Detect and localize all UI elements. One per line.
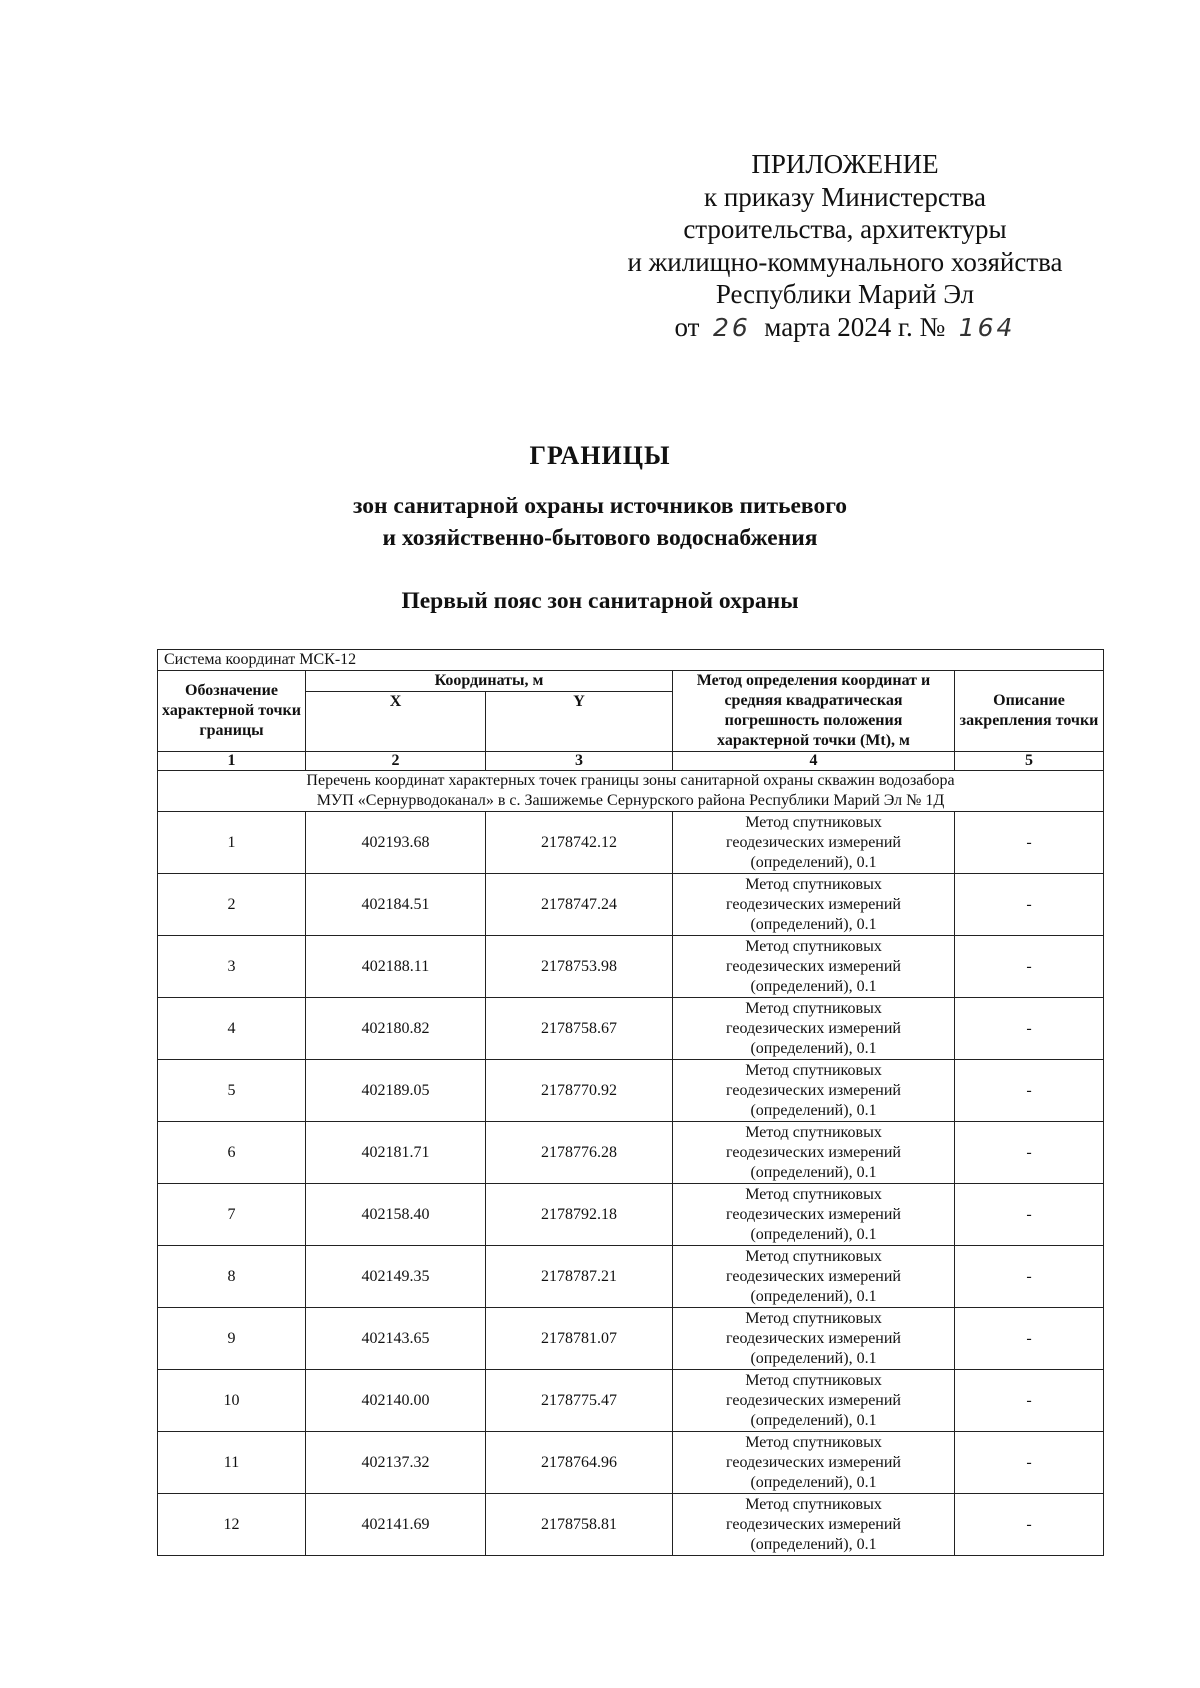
point-number: 7 [158, 1184, 306, 1246]
point-number: 3 [158, 936, 306, 998]
coord-y: 2178787.21 [486, 1246, 673, 1308]
point-description: - [955, 998, 1104, 1060]
method-cell [673, 1432, 955, 1494]
caption-line: Перечень координат характерных точек границы зоны санитарной охраны скважин водозабора [306, 772, 955, 789]
month-year: марта 2024 г. № [764, 311, 946, 342]
point-number: 6 [158, 1122, 306, 1184]
table-row [158, 874, 1104, 936]
coord-y: 2178753.98 [486, 936, 673, 998]
method-line: (определений), 0.1 [750, 853, 877, 871]
coord-x: 402143.65 [306, 1308, 486, 1370]
method-line: геодезических измерений [726, 895, 901, 913]
column-number-row [158, 752, 1104, 771]
coord-x: 402189.05 [306, 1060, 486, 1122]
date-prefix: от [674, 311, 700, 342]
coord-y: 2178764.96 [486, 1432, 673, 1494]
table-row [158, 1060, 1104, 1122]
method-line: (определений), 0.1 [750, 1101, 877, 1119]
method-line: Метод спутниковых [745, 1371, 882, 1389]
point-description: - [955, 1494, 1104, 1556]
method-line: геодезических измерений [726, 1081, 901, 1099]
header-x: X [306, 692, 486, 752]
appendix-block [560, 148, 1130, 344]
table-row [158, 998, 1104, 1060]
point-number: 2 [158, 874, 306, 936]
point-description: - [955, 1370, 1104, 1432]
coord-x: 402158.40 [306, 1184, 486, 1246]
header-method: Метод определения координат и средняя квадратическая погрешность положения характерной точки (Mt), м [673, 671, 955, 752]
method-cell [673, 874, 955, 936]
coord-x: 402140.00 [306, 1370, 486, 1432]
header-row [158, 671, 1104, 692]
method-line: Метод спутниковых [745, 1495, 882, 1513]
table-row [158, 1370, 1104, 1432]
method-line: Метод спутниковых [745, 1061, 882, 1079]
method-cell [673, 1494, 955, 1556]
point-number: 5 [158, 1060, 306, 1122]
appendix-line: строительства, архитектуры [683, 214, 1007, 244]
method-line: (определений), 0.1 [750, 915, 877, 933]
method-line: геодезических измерений [726, 1143, 901, 1161]
method-line: геодезических измерений [726, 1515, 901, 1533]
method-line: геодезических измерений [726, 1019, 901, 1037]
coord-x: 402181.71 [306, 1122, 486, 1184]
coord-y: 2178747.24 [486, 874, 673, 936]
table-row [158, 1246, 1104, 1308]
caption-line: МУП «Сернурводоканал» в с. Зашижемье Сернурского района Республики Марий Эл № 1Д [316, 792, 945, 809]
point-description: - [955, 1246, 1104, 1308]
table-row [158, 1184, 1104, 1246]
coord-y: 2178770.92 [486, 1060, 673, 1122]
point-number: 11 [158, 1432, 306, 1494]
method-line: Метод спутниковых [745, 999, 882, 1017]
subheading-line: и хозяйственно-бытового водоснабжения [382, 525, 818, 551]
appendix-line: к приказу Министерства [703, 181, 987, 212]
point-number: 9 [158, 1308, 306, 1370]
coord-y: 2178792.18 [486, 1184, 673, 1246]
method-cell [673, 1308, 955, 1370]
method-line: геодезических измерений [726, 957, 901, 975]
col-number: 5 [955, 752, 1104, 771]
caption-row [158, 771, 1104, 812]
table-row [158, 936, 1104, 998]
handwritten-number: 164 [958, 312, 1016, 342]
method-line: геодезических измерений [726, 1205, 901, 1223]
point-description: - [955, 1122, 1104, 1184]
coord-x: 402193.68 [306, 812, 486, 874]
col-number: 4 [673, 752, 955, 771]
appendix-title: ПРИЛОЖЕНИЕ [751, 149, 939, 179]
method-line: Метод спутниковых [745, 813, 882, 831]
subheading-line: зон санитарной охраны источников питьевого [352, 493, 848, 519]
point-description: - [955, 874, 1104, 936]
coord-system-row [158, 650, 1104, 671]
coordinates-table [157, 649, 1104, 1556]
handwritten-day: 26 [712, 312, 751, 342]
coord-y: 2178781.07 [486, 1308, 673, 1370]
point-description: - [955, 1060, 1104, 1122]
method-cell [673, 1060, 955, 1122]
point-number: 12 [158, 1494, 306, 1556]
point-description: - [955, 1308, 1104, 1370]
method-line: Метод спутниковых [745, 875, 882, 893]
coord-system: Система координат МСК-12 [158, 650, 1104, 671]
col-number: 1 [158, 752, 306, 771]
point-number: 4 [158, 998, 306, 1060]
method-line: Метод спутниковых [745, 1433, 882, 1451]
document-subheading [0, 490, 1200, 554]
coord-x: 402137.32 [306, 1432, 486, 1494]
document-heading: ГРАНИЦЫ [529, 441, 671, 470]
method-line: геодезических измерений [726, 1453, 901, 1471]
header-y: Y [486, 692, 673, 752]
method-line: (определений), 0.1 [750, 1473, 877, 1491]
table-row [158, 1308, 1104, 1370]
appendix-date-line [560, 311, 1130, 345]
method-cell [673, 1184, 955, 1246]
col-number: 3 [486, 752, 673, 771]
point-description: - [955, 1184, 1104, 1246]
coord-x: 402184.51 [306, 874, 486, 936]
table-row [158, 1494, 1104, 1556]
coord-x: 402180.82 [306, 998, 486, 1060]
method-line: геодезических измерений [726, 1329, 901, 1347]
table-row [158, 1122, 1104, 1184]
method-line: (определений), 0.1 [750, 1225, 877, 1243]
point-description: - [955, 1432, 1104, 1494]
header-desc: Описание закрепления точки [955, 671, 1104, 752]
coord-x: 402188.11 [306, 936, 486, 998]
coord-y: 2178775.47 [486, 1370, 673, 1432]
header-point: Обозначение характерной точки границы [158, 671, 306, 752]
coord-y: 2178742.12 [486, 812, 673, 874]
method-line: (определений), 0.1 [750, 1287, 877, 1305]
table-row [158, 1432, 1104, 1494]
method-cell [673, 1246, 955, 1308]
method-line: (определений), 0.1 [750, 1039, 877, 1057]
method-cell [673, 1122, 955, 1184]
coord-y: 2178776.28 [486, 1122, 673, 1184]
method-line: Метод спутниковых [745, 937, 882, 955]
coord-x: 402141.69 [306, 1494, 486, 1556]
method-line: (определений), 0.1 [750, 1349, 877, 1367]
header-coords: Координаты, м [306, 671, 673, 692]
method-line: (определений), 0.1 [750, 1535, 877, 1553]
method-line: Метод спутниковых [745, 1247, 882, 1265]
table-row [158, 812, 1104, 874]
coord-y: 2178758.81 [486, 1494, 673, 1556]
method-cell [673, 936, 955, 998]
coord-x: 402149.35 [306, 1246, 486, 1308]
method-cell [673, 998, 955, 1060]
method-cell [673, 1370, 955, 1432]
section-title: Первый пояс зон санитарной охраны [401, 588, 799, 614]
method-line: геодезических измерений [726, 1391, 901, 1409]
coord-y: 2178758.67 [486, 998, 673, 1060]
col-number: 2 [306, 752, 486, 771]
appendix-line: Республики Марий Эл [715, 279, 975, 309]
method-line: геодезических измерений [726, 1267, 901, 1285]
point-number: 8 [158, 1246, 306, 1308]
method-line: Метод спутниковых [745, 1309, 882, 1327]
method-line: геодезических измерений [726, 833, 901, 851]
appendix-line: и жилищно-коммунального хозяйства [627, 246, 1063, 277]
method-line: Метод спутниковых [745, 1123, 882, 1141]
table-caption [158, 771, 1104, 812]
method-line: (определений), 0.1 [750, 1411, 877, 1429]
method-line: Метод спутниковых [745, 1185, 882, 1203]
point-description: - [955, 812, 1104, 874]
point-number: 10 [158, 1370, 306, 1432]
method-line: (определений), 0.1 [750, 977, 877, 995]
method-cell [673, 812, 955, 874]
method-line: (определений), 0.1 [750, 1163, 877, 1181]
point-description: - [955, 936, 1104, 998]
point-number: 1 [158, 812, 306, 874]
